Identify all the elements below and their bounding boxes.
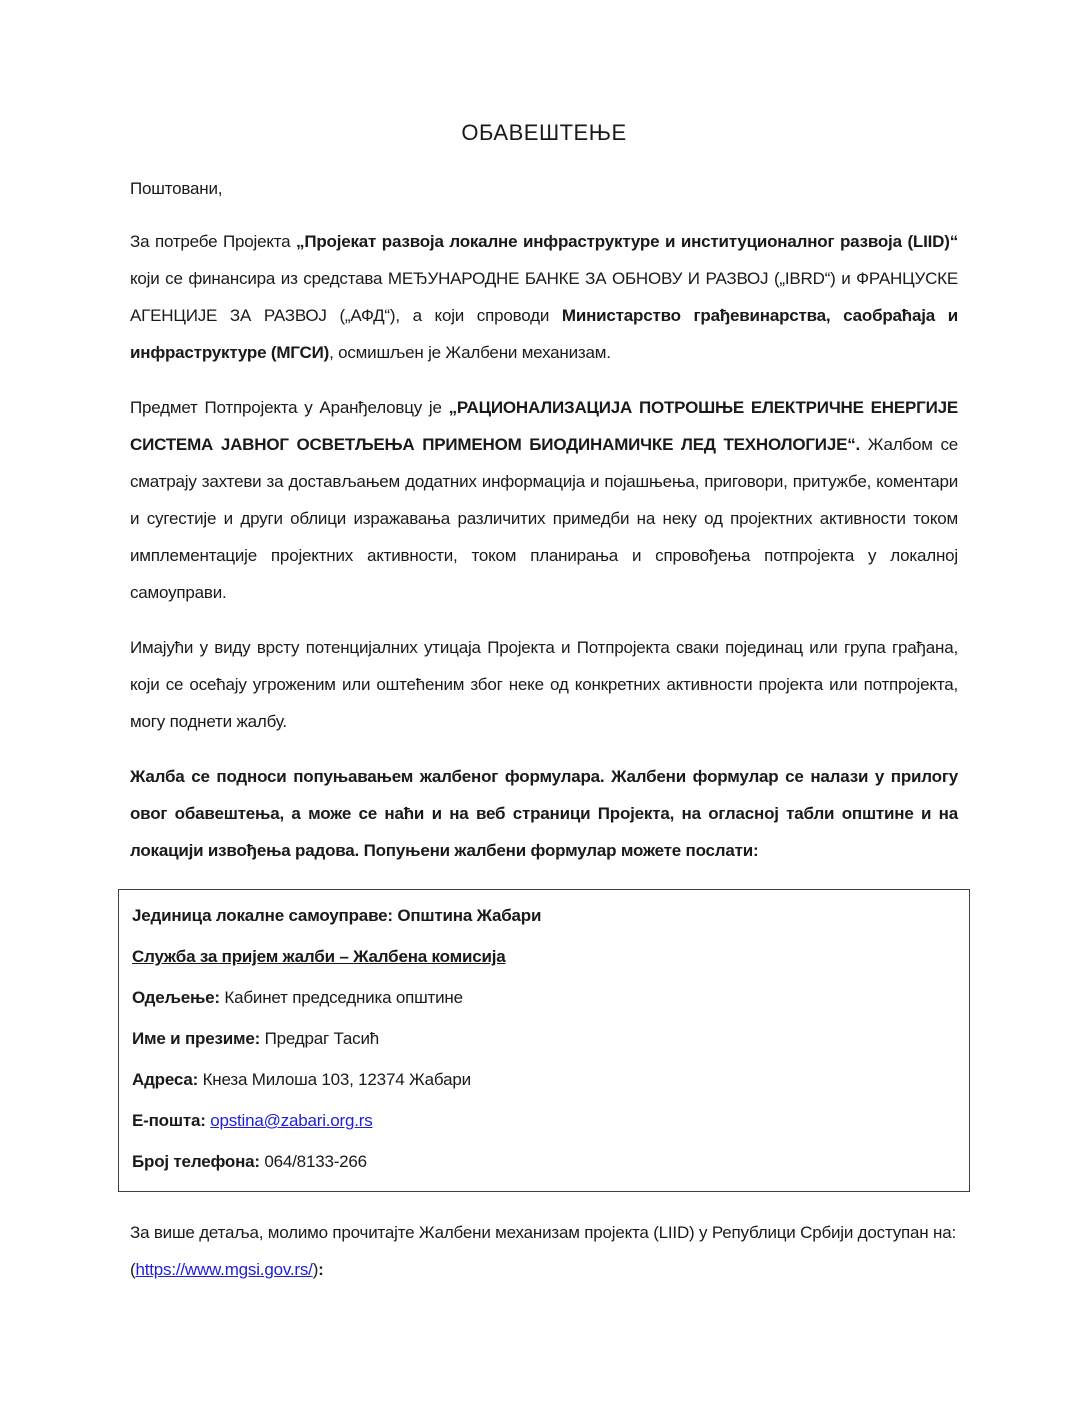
details-close-paren: ) — [312, 1260, 319, 1279]
mgsi-link[interactable]: https://www.mgsi.gov.rs/ — [135, 1260, 313, 1279]
submission-paragraph: Жалба се подноси попуњавањем жалбеног формулара. Жалбени формулар се налази у прилогу овог обавештења, а може се наћи и на веб страници Пројекта, на огласној табли општине и на локацији извођења радова. Попуњени жалбени формулар можете послати: — [130, 767, 958, 860]
subproject-paragraph — [130, 389, 958, 611]
contact-row-service — [132, 936, 956, 977]
subproject-tail-text: Жалбом се сматрају захтеви за достављањем додатних информација и појашњења, приговори, притужбе, коментари и сугестије и други облици изражавања различитих примедби на неку од пројектних активности током имплементације пројектних активности, током планирања и спровођења потпројекта у локалној самоуправи. — [130, 435, 958, 602]
municipality-text: Јединица локалне самоуправе: Општина Жабари — [132, 906, 542, 925]
contact-row-phone — [132, 1141, 956, 1182]
impact-paragraph: Имајући у виду врсту потенцијалних утицаја Пројекта и Потпројекта сваки појединац или група грађана, који се осећају угроженим или оштећеним због неке од конкретних активности пројекта или потпројекта, могу поднети жалбу. — [130, 638, 958, 731]
intro-tail-text: , осмишљен је Жалбени механизам. — [329, 343, 611, 362]
contact-row-municipality — [132, 895, 956, 936]
contact-row-address — [132, 1059, 956, 1100]
subproject-name-text: „РАЦИОНАЛИЗАЦИЈА ПОТРОШЊЕ ЕЛЕКТРИЧНЕ ЕНЕРГИЈЕ СИСТЕМА ЈАВНОГ ОСВЕТЉЕЊА ПРИМЕНОМ БИОДИНАМИЧКЕ ЛЕД ТЕХНОЛОГИЈЕ“. — [130, 398, 958, 454]
email-label: Е-пошта: — [132, 1111, 211, 1130]
ministry-name-text: Министарство грађевинарства, саобраћаја и инфраструктуре (МГСИ) — [130, 306, 958, 362]
name-value: Предраг Тасић — [260, 1029, 380, 1048]
contact-row-department — [132, 977, 956, 1018]
name-label: Име и презиме: — [132, 1029, 261, 1048]
department-value: Кабинет председника општине — [219, 988, 463, 1007]
address-label: Адреса: — [132, 1070, 199, 1089]
service-text: Служба за пријем жалби – Жалбена комисија — [132, 947, 506, 966]
phone-value: 064/8133-266 — [259, 1152, 367, 1171]
subproject-lead-text: Предмет Потпројекта у Аранђеловцу је — [130, 398, 449, 417]
email-link[interactable]: opstina@zabari.org.rs — [210, 1111, 373, 1130]
address-value: Кнеза Милоша 103, 12374 Жабари — [198, 1070, 471, 1089]
intro-paragraph — [130, 223, 958, 371]
contact-row-email — [132, 1100, 956, 1141]
phone-label: Број телефона: — [132, 1152, 260, 1171]
document-title: ОБАВЕШТЕЊЕ — [461, 120, 627, 145]
intro-funding-text: који се финансира из средстава МЕЂУНАРОДНЕ БАНКЕ ЗА ОБНОВУ И РАЗВОЈ („IBRD“) и ФРАНЦУСКЕ АГЕНЦИЈЕ ЗА РАЗВОЈ („АФД“), а који спроводи — [130, 269, 958, 325]
details-colon: : — [318, 1260, 324, 1279]
intro-lead-text: За потребе Пројекта — [130, 232, 297, 251]
contact-box — [118, 889, 970, 1192]
department-label: Одељење: — [132, 988, 220, 1007]
salutation: Поштовани, — [130, 179, 223, 198]
project-name-text: „Пројекат развоја локалне инфраструктуре и институционалног развоја (LIID)“ — [296, 232, 958, 251]
details-paragraph — [130, 1214, 958, 1288]
contact-row-name — [132, 1018, 956, 1059]
details-lead-text: За више детаља, молимо прочитајте Жалбени механизам пројекта (LIID) у Републици Србији доступан на: ( — [130, 1223, 956, 1279]
